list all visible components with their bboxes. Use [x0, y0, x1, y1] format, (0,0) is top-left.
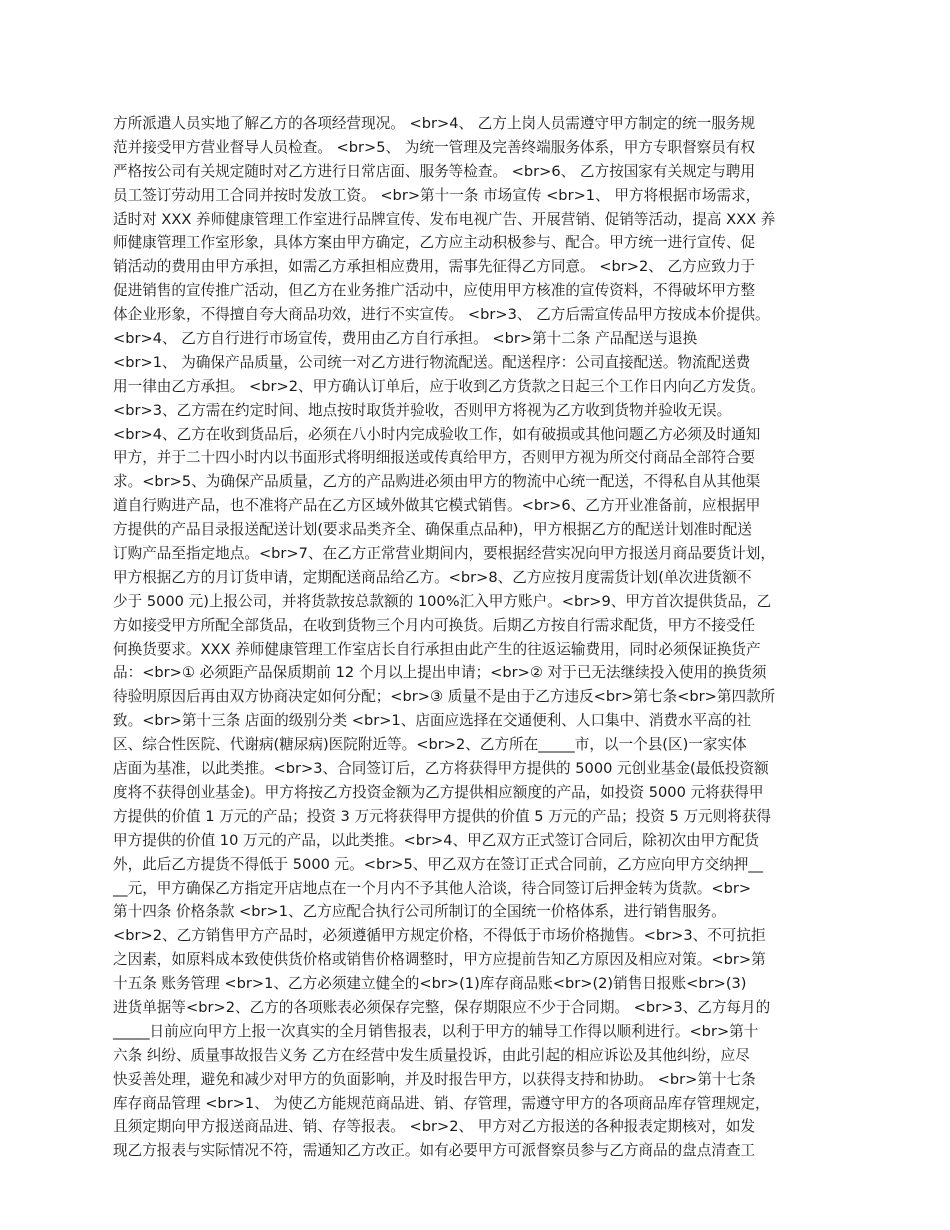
text-line: 严格按公司有关规定随时对乙方进行日常店面、服务等检查。 <br>6、 乙方按国家有关规定与聘用 — [113, 162, 756, 180]
text-line: 进货单据等<br>2、乙方的各项账表必须保存完整，保存期限应不少于合同期。 <br>3、乙方每月的 — [113, 998, 771, 1016]
text-line: <br>4、 乙方自行进行市场宣传，费用由乙方自行承担。 <br>第十二条 产品配送与退换 — [113, 330, 698, 348]
text-line: 范并接受甲方营业督导人员检查。 <br>5、 为统一管理及完善终端服务体系，甲方专职督察员有权 — [113, 138, 756, 156]
text-line: __元，甲方确保乙方指定开店地点在一个月内不予其他人洽谈，待合同签订后押金转为货款。<br> — [113, 879, 752, 897]
text-line: 区、综合性医院、代谢病(糖尿病)医院附近等。<br>2、乙方所在_____市，以一个县(区)一家实体 — [113, 736, 747, 754]
text-line: 快妥善处理，避免和减少对甲方的负面影响，并及时报告甲方，以获得支持和协助。 <br>第十七条 — [113, 1070, 756, 1088]
text-line: 方所派遣人员实地了解乙方的各项经营现况。 <br>4、 乙方上岗人员需遵守甲方制定的统一服务规 — [113, 115, 756, 132]
text-line: 外，此后乙方提货不得低于 5000 元。<br>5、甲乙双方在签订正式合同前，乙方应向甲方交纳押__ — [113, 855, 763, 873]
text-line: 促进销售的宣传推广活动，但乙方在业务推广活动中，应使用甲方核准的宣传资料，不得破坏甲方整 — [113, 282, 756, 300]
text-line: 何换货要求。XXX 养师健康管理工作室店长自行承担由此产生的往返运输费用，同时必须保证换货产 — [113, 640, 761, 658]
text-line: 品：<br>① 必须距产品保质期前 12 个月以上提出申请；<br>② 对于已无法继续投入使用的换货须 — [113, 664, 767, 682]
document-body — [113, 112, 843, 1163]
text-line: 库存商品管理 <br>1、 为使乙方能规范商品进、销、存管理，需遵守甲方的各项商品库存管理规定， — [113, 1094, 770, 1112]
text-line: 体企业形象，不得擅自夸大商品功效，进行不实宣传。 <br>3、 乙方后需宣传品甲方按成本价提供。 — [113, 306, 770, 324]
text-line: <br>2、乙方销售甲方产品时，必须遵循甲方规定价格，不得低于市场价格抛售。<br>3、不可抗拒 — [113, 927, 766, 945]
text-line: 订购产品至指定地点。<br>7、在乙方正常营业期间内，要根据经营实况向甲方报送月商品要货计划， — [113, 545, 775, 563]
text-line: 少于 5000 元)上报公司，并将货款按总款额的 100%汇入甲方账户。<br>9、甲方首次提供货品，乙 — [113, 592, 772, 610]
text-line: 方提供的产品目录报送配送计划(要求品类齐全、确保重点品种)，甲方根据乙方的配送计划准时配送 — [113, 521, 752, 539]
text-line: 现乙方报表与实际情况不符，需通知乙方改正。如有必要甲方可派督察员参与乙方商品的盘点清查工 — [113, 1142, 756, 1160]
text-line: 甲方，并于二十四小时内以书面形式将明细报送或传真给甲方，否则甲方视为所交付商品全部符合要 — [113, 449, 756, 467]
text-line: _____日前应向甲方上报一次真实的全月销售报表，以利于甲方的辅导工作得以顺利进行。<br>第十 — [113, 1022, 759, 1040]
text-line: 之因素，如原料成本致使供货价格或销售价格调整时，甲方应提前告知乙方原因及相应对策。<br>第 — [113, 951, 766, 969]
text-line: 甲方根据乙方的月订货申请，定期配送商品给乙方。<br>8、乙方应按月度需货计划(单次进货额不 — [113, 568, 752, 586]
text-line: 员工签订劳动用工合同并按时发放工资。 <br>第十一条 市场宣传 <br>1、 甲方将根据市场需求， — [113, 186, 761, 204]
text-line: 甲方提供的价值 10 万元的产品，以此类推。<br>4、甲乙双方正式签订合同后，除初次由甲方配货 — [113, 831, 760, 849]
text-line: 待验明原因后再由双方协商决定如何分配；<br>③ 质量不是由于乙方违反<br>第七条<br>第四款所 — [113, 688, 776, 706]
text-line: 十五条 账务管理 <br>1、乙方必须建立健全的<br>(1)库存商品账<br>(2)销售日报账<br>(3) — [113, 975, 747, 993]
text-line: 销活动的费用由甲方承担，如需乙方承担相应费用，需事先征得乙方同意。 <br>2、 乙方应致力于 — [113, 258, 756, 276]
text-line: 求。<br>5、为确保产品质量，乙方的产品购进必须由甲方的物流中心统一配送，不得私自从其他渠 — [113, 473, 761, 491]
text-line: 致。<br>第十三条 店面的级别分类 <br>1、店面应选择在交通便利、人口集中、消费水平高的社 — [113, 712, 751, 730]
text-line: 方提供的价值 1 万元的产品；投资 3 万元将获得甲方提供的价值 5 万元的产品；投资 5 万元则将获得 — [113, 807, 772, 825]
text-line: 道自行购进产品，也不准将产品在乙方区域外做其它模式销售。<br>6、乙方开业准备前，应根据甲 — [113, 497, 761, 515]
text-line: 度将不获得创业基金)。甲方将按乙方投资金额为乙方提供相应额度的产品，如投资 5000 元将获得甲 — [113, 783, 764, 801]
text-line: 适时对 XXX 养师健康管理工作室进行品牌宣传、发布电视广告、开展营销、促销等活动，提高 XXX 养 — [113, 210, 776, 228]
text-line: <br>1、 为确保产品质量，公司统一对乙方进行物流配送。配送程序：公司直接配送。物流配送费 — [113, 353, 751, 371]
text-line: <br>4、乙方在收到货品后，必须在八小时内完成验收工作，如有破损或其他问题乙方必须及时通知 — [113, 425, 761, 443]
text-line: 店面为基准，以此类推。<br>3、合同签订后，乙方将获得甲方提供的 5000 元创业基金(最低投资额 — [113, 760, 769, 778]
text-line: 六条 纠纷、质量事故报告义务 乙方在经营中发生质量投诉，由此引起的相应诉讼及其他纠纷，应尽 — [113, 1046, 750, 1064]
text-line: 用一律由乙方承担。 <br>2、甲方确认订单后，应于收到乙方货款之日起三个工作日内向乙方发货。 — [113, 377, 765, 395]
text-line: 师健康管理工作室形象，具体方案由甲方确定，乙方应主动积极参与、配合。甲方统一进行宣传、促 — [113, 234, 756, 252]
text-line: <br>3、乙方需在约定时间、地点按时取货并验收，否则甲方将视为乙方收到货物并验收无误。 — [113, 401, 732, 419]
text-line: 方如接受甲方所配全部货品，在收到货物三个月内可换货。后期乙方按自行需求配货，甲方不接受任 — [113, 616, 756, 634]
text-line: 且须定期向甲方报送商品进、销、存等报表。 <br>2、 甲方对乙方报送的各种报表定期核对，如发 — [113, 1118, 756, 1136]
text-line: 第十四条 价格条款 <br>1、乙方应配合执行公司所制订的全国统一价格体系，进行销售服务。 — [113, 903, 726, 921]
